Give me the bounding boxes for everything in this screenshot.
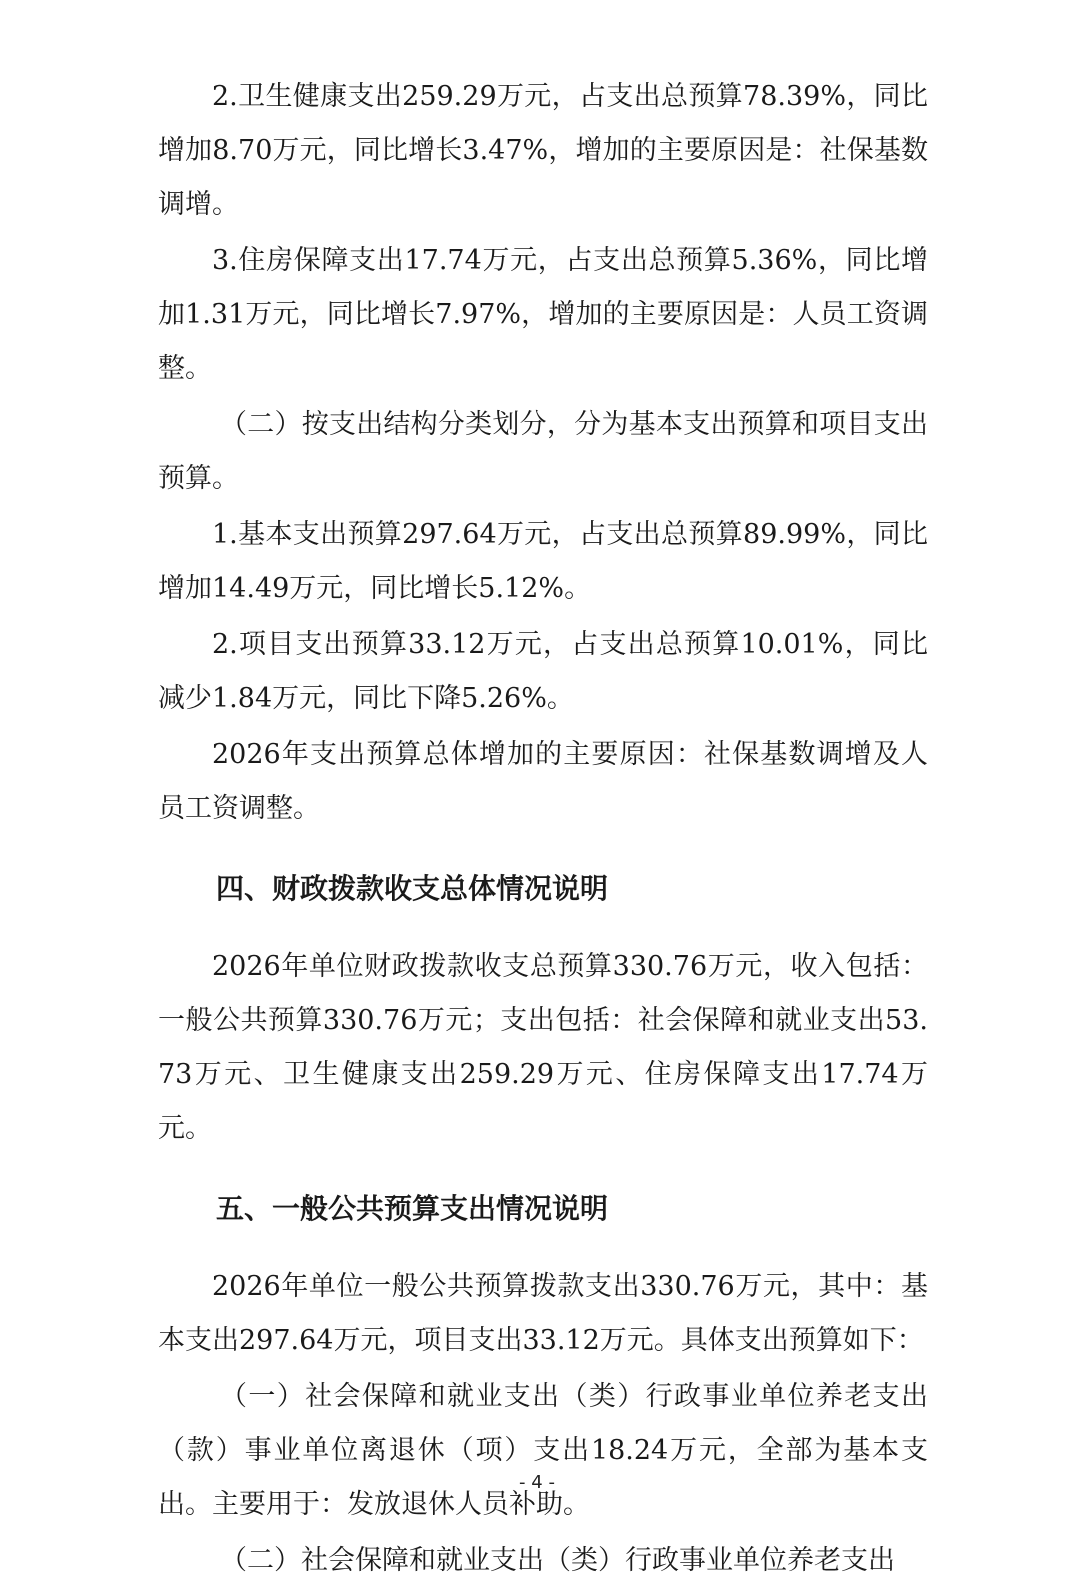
paragraph-fiscal-overview: 2026年单位财政拨款收支总预算330.76万元，收入包括：一般公共预算330.76万元；支出包括：社会保障和就业支出53.73万元、卫生健康支出259.29万元、住房保障支出17.74万元。 <box>158 951 928 1144</box>
section-heading-public-budget: 五、一般公共预算支出情况说明 <box>216 1192 609 1225</box>
section-heading-fiscal-overview: 四、财政拨款收支总体情况说明 <box>216 872 609 905</box>
document-page <box>158 70 928 1590</box>
paragraph-public-budget-item-2: （二）社会保障和就业支出（类）行政事业单位养老支出 <box>220 1545 895 1576</box>
page-number: - 4 - <box>519 1472 555 1493</box>
paragraph-structure-classification: （二）按支出结构分类划分，分为基本支出预算和项目支出预算。 <box>158 409 928 494</box>
paragraph-basic-expense: 1.基本支出预算297.64万元，占支出总预算89.99%，同比增加14.49万元，同比增长5.12%。 <box>158 519 928 604</box>
paragraph-public-budget-item-1: （一）社会保障和就业支出（类）行政事业单位养老支出（款）事业单位离退休（项）支出18.24万元，全部为基本支出。主要用于：发放退休人员补助。 <box>158 1381 928 1520</box>
paragraph-housing-expense: 3.住房保障支出17.74万元，占支出总预算5.36%，同比增加1.31万元，同比增长7.97%，增加的主要原因是：人员工资调整。 <box>158 245 928 384</box>
paragraph-increase-reason: 2026年支出预算总体增加的主要原因：社保基数调增及人员工资调整。 <box>158 739 928 824</box>
paragraph-health-expense: 2.卫生健康支出259.29万元，占支出总预算78.39%，同比增加8.70万元，同比增长3.47%，增加的主要原因是：社保基数调增。 <box>158 81 928 220</box>
paragraph-project-expense: 2.项目支出预算33.12万元，占支出总预算10.01%，同比减少1.84万元，同比下降5.26%。 <box>158 629 928 714</box>
paragraph-public-budget-total: 2026年单位一般公共预算拨款支出330.76万元，其中：基本支出297.64万元，项目支出33.12万元。具体支出预算如下： <box>158 1271 928 1356</box>
